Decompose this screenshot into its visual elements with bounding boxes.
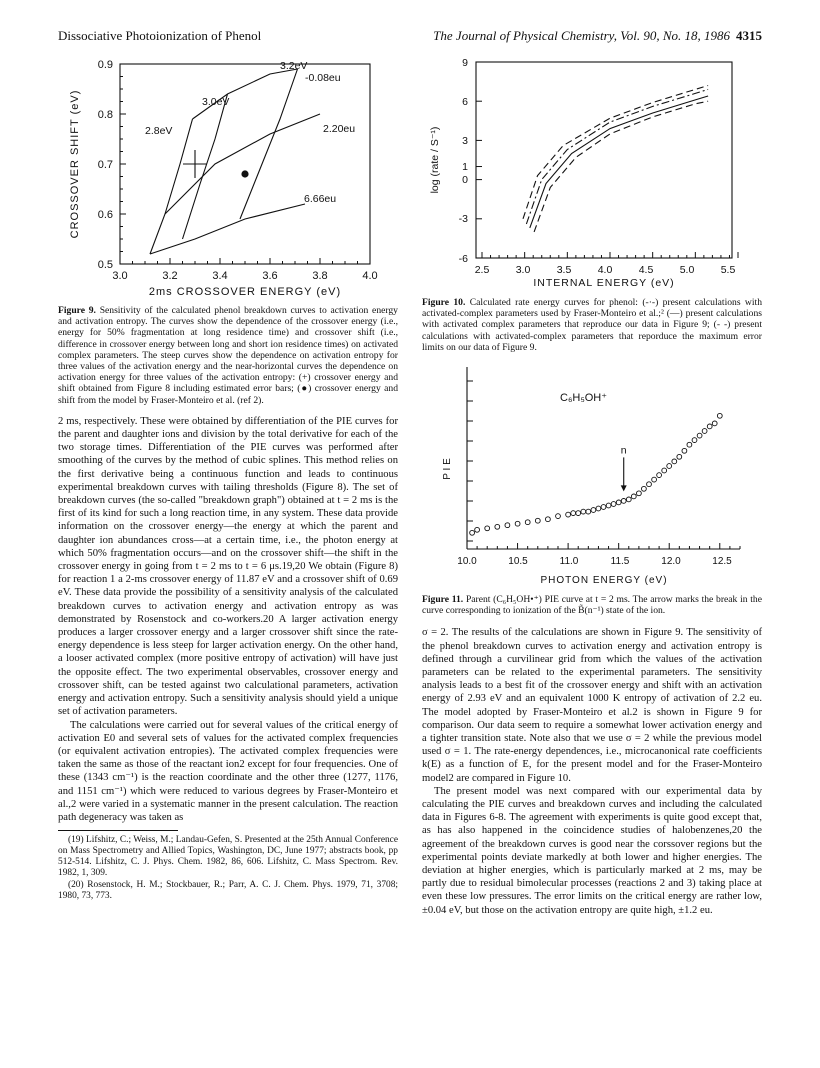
fig9-x-tick-labels	[112, 270, 377, 282]
fig11-data-point	[647, 482, 652, 487]
fig10-curve	[523, 86, 708, 219]
fig9-curve	[240, 69, 298, 219]
figure-9-caption-text: Sensitivity of the calculated phenol breakdown curves to activation energy and activation entropy. The curves show the dependence of the crossover energy (i.e., energy for 50% fragmentation at long residence time) and crossover shift (i.e., difference in crossover energy between long and short ion residence times) on activated complex parameters. The steep curves show the dependence on activation entropy for three values of the activation energy and the near-horizontal curves the dependence on activation energy for three values of the activation entropy: (+) crossover energy and shift obtained from Figure 8 including estimated error bars; (●) crossover energy and shift from the model by Fraser-Monteiro et al. (ref 2).	[58, 305, 398, 406]
figure-11-caption-label: Figure 11.	[422, 594, 464, 606]
fig10-xtick: 4.5	[638, 264, 654, 276]
figure-11-caption	[422, 594, 762, 616]
fig10-x-tick-labels	[475, 264, 736, 276]
fig11-data-point	[626, 497, 631, 502]
fig9-xtick: 3.4	[212, 270, 228, 282]
left-column	[58, 52, 398, 903]
fig11-data-point	[586, 509, 591, 514]
fig10-curves	[523, 86, 708, 232]
fig10-ytick: 6	[462, 96, 468, 108]
fig10-ytick: 0	[462, 174, 468, 186]
fig11-data-point	[677, 454, 682, 459]
fig11-xtick: 10.0	[457, 556, 477, 568]
fig11-data-point	[702, 429, 707, 434]
fig9-ylabel: CROSSOVER SHIFT (eV)	[69, 89, 81, 239]
fig9-label-2-8ev: 2.8eV	[145, 125, 173, 137]
fig11-data-point	[556, 514, 561, 519]
fig11-xtick: 11.5	[610, 556, 630, 568]
fig11-tick-marks	[467, 381, 740, 549]
fig9-ytick: 0.6	[97, 209, 113, 221]
fig9-label-2-20eu: 2.20eu	[323, 123, 356, 135]
fig11-data-point	[682, 448, 687, 453]
fig9-curve	[150, 119, 193, 254]
fig10-ytick: 3	[462, 135, 468, 147]
fig9-ytick: 0.5	[97, 259, 113, 271]
fig9-curve-labels	[145, 60, 355, 205]
fig10-xlabel: INTERNAL ENERGY (eV)	[533, 277, 675, 289]
figure-10-caption	[422, 297, 762, 353]
fig11-xtick: 12.0	[661, 556, 681, 568]
fig11-data-point	[485, 526, 490, 531]
fig10-ytick: -3	[458, 213, 468, 225]
journal-citation: The Journal of Physical Chemistry, Vol. 90, No. 18, 1986	[433, 28, 730, 43]
fig11-data-point	[606, 503, 611, 508]
fig9-xtick: 4.0	[362, 270, 378, 282]
fig11-data-point	[652, 477, 657, 482]
fig11-ylabel: P I E	[442, 458, 453, 480]
fig10-ytick: 1	[462, 161, 468, 173]
right-body-text	[422, 626, 762, 916]
fig9-y-tick-labels	[98, 59, 113, 271]
fig9-xlabel: 2ms CROSSOVER ENERGY (eV)	[148, 286, 342, 298]
references	[58, 835, 398, 902]
fig11-data-point	[712, 421, 717, 426]
figure-10-chart	[422, 52, 762, 292]
fig11-data-point	[581, 509, 586, 514]
fig11-data-point	[525, 520, 530, 525]
fig9-curves	[150, 69, 320, 254]
fig11-data-point	[667, 464, 672, 469]
fig9-xtick: 3.6	[262, 270, 278, 282]
fig11-data-point	[535, 518, 540, 523]
reference-item: (20) Rosenstock, H. M.; Stockbauer, R.; Parr, A. C. J. Chem. Phys. 1979, 71, 3708; 1980, 73, 773.	[58, 880, 398, 902]
fig11-data-point	[637, 491, 642, 496]
figure-9-caption-label: Figure 9.	[58, 305, 96, 316]
fig9-curve	[193, 69, 298, 119]
left-body-text	[58, 415, 398, 824]
running-header-right	[433, 28, 762, 44]
fig11-x-tick-labels	[457, 556, 732, 567]
fig11-data-point	[505, 523, 510, 528]
fig10-y-tick-labels	[459, 57, 469, 265]
fig11-arrow-label: n	[620, 444, 627, 457]
fig11-data-point	[717, 413, 722, 418]
fig11-data-point	[495, 524, 500, 529]
figure-9-chart	[58, 52, 398, 300]
fig10-xtick: 5.5	[720, 264, 736, 276]
figure-9-caption	[58, 305, 398, 406]
fig9-curve	[183, 94, 228, 239]
fig9-xtick: 3.2	[162, 270, 178, 282]
fig11-data-point	[611, 502, 616, 507]
fig11-data-point	[571, 511, 576, 516]
fig11-data-point	[642, 486, 647, 491]
page-number: 4315	[736, 28, 762, 43]
paragraph: σ = 2. The results of the calculations are shown in Figure 9. The sensitivity of the phenol breakdown curves to activation energy and activation entropy is defined through a curvilinear grid from which the values of the activation parameters can be related to the experimental parameters. The sensitivity analysis leads to a best fit of the crossover energy and shift with an activation energy of 2.93 eV and an equivalent 1000 K entropy of activation of 2.2 eu. The model adopted by Fraser-Monteiro et al.2 is shown in Figure 9 for comparison. Our data seem to require a somewhat lower activation energy and a tighter transition state. Note also that we use σ = 2 while the previous model used σ = 1. The rate-energy dependences, i.e., microcanonical rate coefficients k(E) as a function of E, for the present model and for the Fraser-Monteiro model2 are compared in Figure 10.	[422, 627, 762, 784]
fig11-xtick: 11.0	[559, 556, 579, 568]
fig11-data-point	[576, 511, 581, 516]
fig11-data-point	[596, 506, 601, 511]
fig9-label-3-2ev: 3.2eV	[280, 60, 308, 72]
fig9-model-point	[241, 170, 248, 177]
footnote-rule	[58, 830, 178, 831]
fig11-data-point	[692, 438, 697, 443]
figure-11-chart	[422, 361, 762, 589]
fig9-xtick: 3.8	[312, 270, 328, 282]
fig9-ytick: 0.9	[97, 59, 113, 71]
fig10-xtick: 4.0	[597, 264, 613, 276]
running-header-left: Dissociative Photoionization of Phenol	[58, 28, 262, 43]
fig11-species-label: C₆H₅OH⁺	[560, 392, 608, 405]
paragraph: 2 ms, respectively. These were obtained by differentiation of the PIE curves for the parent and daughter ions and division by the total derivative for each of the two storage times. Differentiation of the PIE curves was performed after smoothing of the curves by the method of cubic splines. This method relies on the first derivative being a continuous function and leads to continuous experimental breakdown curves with tailing thresholds (Figure 8). The set of breakdown curves (the so-called "breakdown graph") obtained at t = 2 ms is the first of its kind for such a long reaction time, in any system. These data provide information on the crossover energy—the energy at which the parent and daughter ion abundances cross—at a certain time, i.e., the photon energy at which 50% fragmentation occurs—and on the crossover shift—the shift in the crossover energy in going from t = 2 ms to t = 6 μs.19,20 We obtain (Figure 8) for reaction 1 a 2-ms crossover energy of 11.87 eV and a crossover shift of 0.69 eV. These data provide the possibility of a sensitivity analysis of the calculated breakdown curves to activation energy and activation entropy as was demonstrated by Rosenstock and co-workers.20 A larger activation energy produces a larger crossover energy and a larger crossover shift since the rate-energy dependence is less steep for larger activation energy. On the other hand, a looser activated complex (more positive entropy of activation) will have just the opposite effect. The two experimental observables, crossover energy and crossover shift, can be tested against two calculational parameters, activation energy and activation entropy. Such a sensitivity analysis should yield a unique set of activation parameters.	[58, 415, 398, 718]
fig11-data-point	[566, 512, 571, 517]
fig11-xtick: 10.5	[508, 556, 528, 568]
fig9-label-minus-0-08eu: -0.08eu	[305, 72, 341, 84]
fig11-xlabel: PHOTON ENERGY (eV)	[540, 575, 668, 587]
fig10-ytick: 9	[462, 57, 468, 69]
fig9-ytick: 0.8	[97, 109, 113, 121]
fig11-data-point	[475, 527, 480, 532]
fig9-curve	[150, 204, 305, 254]
fig9-label-6-66eu: 6.66eu	[304, 193, 337, 205]
fig10-plot-frame	[476, 62, 732, 258]
fig10-ytick: -6	[458, 253, 468, 265]
paragraph: The calculations were carried out for several values of the critical energy of activation E0 and several sets of values for the activated complex frequencies (or equivalent activation entropies). The activated complex frequencies were taken the same as those of the reactant ion2 except for four frequencies. One of these (1343 cm⁻¹) is the reaction coordinate and the other three (1277, 1176, and 1151 cm⁻¹) which were reduced to various degrees by Fraser-Monteiro et al.,2 were varied in a systematic manner in the present calculation. The reaction path degeneracy was taken as	[58, 719, 398, 823]
fig10-xtick: 2.5	[474, 264, 490, 276]
fig11-data-point	[515, 521, 520, 526]
fig11-data-point	[631, 494, 636, 499]
fig10-ylabel: log (rate / S⁻¹)	[429, 126, 441, 194]
paragraph: The present model was next compared with our experimental data by calculating the PIE curves and breakdown curves and including the calculated data in Figures 6-8. The agreement with experiments is quite good except that, as has also happened in the coincidence studies of halobenzenes,20 the agreement of the breakdown curves is good near the corssover regions but the experimental points deviate markedly at both lower and higher energies. The deviation at higher energies, which is particularly marked at 2 ms, may be partly due to residual bimolecular processes (reactions 2 and 3) taking place at even these low pressures. The error limits on the critical energy are rather low, ±0.04 eV, but those on the activation entropy are quite high, ±1.2 eu.	[422, 785, 762, 916]
fig11-data-point	[662, 468, 667, 473]
fig11-data-point	[697, 433, 702, 438]
fig11-arrowhead	[621, 485, 627, 491]
fig10-xtick: 3.0	[515, 264, 531, 276]
fig11-data-point	[546, 517, 551, 522]
fig9-xtick: 3.0	[112, 270, 128, 282]
fig10-xtick: 5.0	[679, 264, 695, 276]
figure-10-caption-text: Calculated rate energy curves for phenol: (-·-) present calculations with activated-complex parameters used by Fraser-Monteiro et al.;² (—) present calculations with activated complex parameters that reproduce our data in Figure 9; (- -) present calculations with activated-complex parameters that reporduce the maximum error limits on our data of Figure 9.	[422, 297, 762, 353]
fig11-data-point	[591, 508, 596, 513]
fig10-xtick: 3.5	[556, 264, 572, 276]
fig11-data-point	[616, 500, 621, 505]
fig11-data-point	[672, 459, 677, 464]
fig11-data-point	[621, 499, 626, 504]
fig11-data-point	[657, 473, 662, 478]
fig11-data-point	[601, 505, 606, 510]
fig10-tick-marks	[476, 62, 738, 258]
fig11-xtick: 12.5	[712, 556, 732, 568]
fig9-ytick: 0.7	[97, 159, 113, 171]
figure-10-caption-label: Figure 10.	[422, 297, 466, 308]
reference-item: (19) Lifshitz, C.; Weiss, M.; Landau-Gefen, S. Presented at the 25th Annual Conference on Mass Spectrometry and Allied Topics, Washington, DC, June 1977; abstracts book, pp 512-514. Lifshitz, C. J. Phys. Chem. 1982, 86, 606. Lifshitz, C. Mass Spectrom. Rev. 1982, 1, 309.	[58, 835, 398, 879]
fig11-data-point	[687, 442, 692, 447]
right-column	[422, 52, 762, 917]
fig9-label-3-0ev: 3.0eV	[202, 96, 230, 108]
fig11-data-point	[470, 530, 475, 535]
figure-11-caption-text: Parent (C₆H₅OH•⁺) PIE curve at t = 2 ms. The arrow marks the break in the curve corresponding to ionization of the B̃(n⁻¹) state of the ion.	[422, 594, 762, 617]
fig11-data-point	[707, 424, 712, 429]
fig11-data-points	[470, 413, 722, 535]
